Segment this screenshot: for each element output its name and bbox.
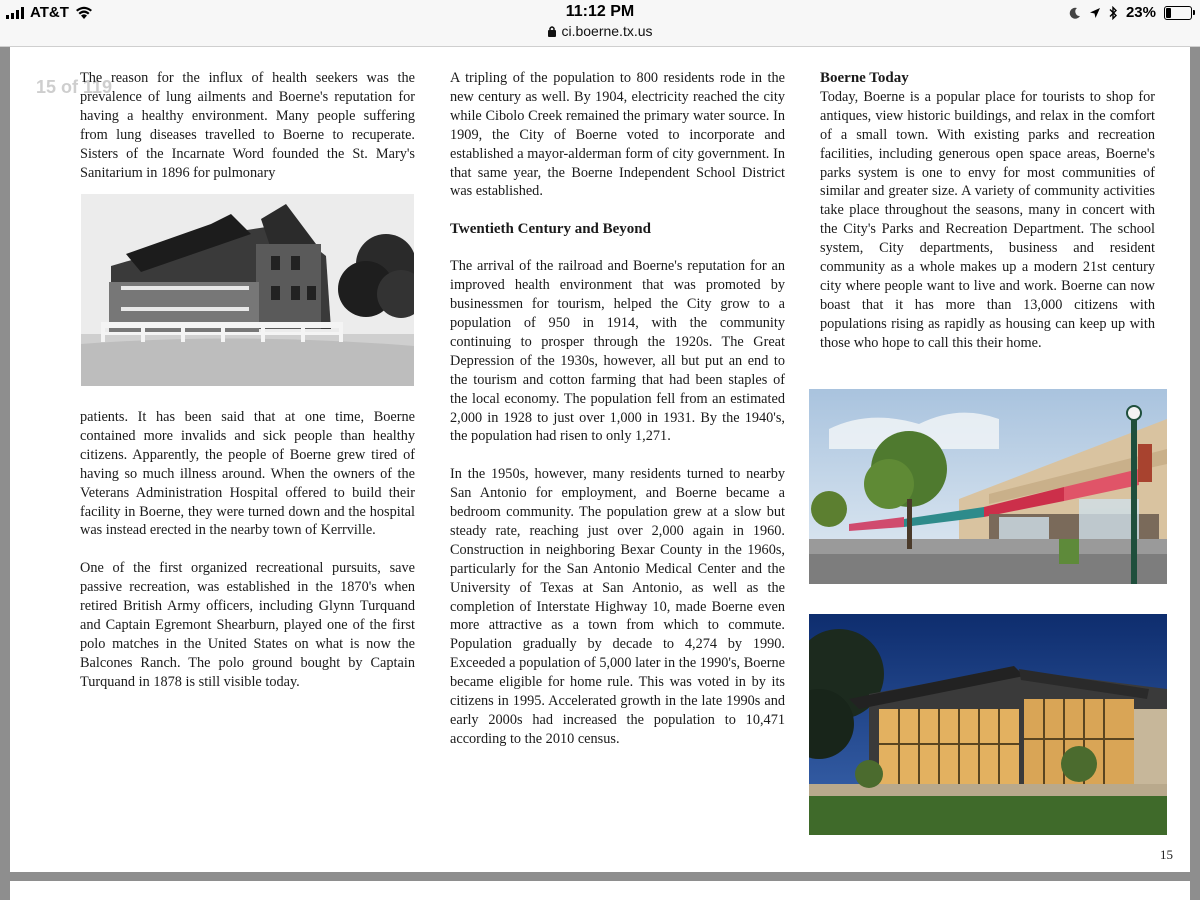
next-document-page[interactable]: [10, 881, 1190, 900]
section-heading: Twentieth Century and Beyond: [450, 221, 651, 238]
main-street-photo: [809, 389, 1167, 584]
battery-percent: 23%: [1125, 4, 1156, 21]
page-number: 15: [1160, 847, 1173, 862]
column-1-top: [80, 69, 415, 182]
paragraph: patients. It has been said that at one time, Boerne contained more invalids and sick people than healthy citizens. Apparently, the people of Boerne grew tired of having so much illness around. When the owners of the Veterans Administration Hospital offered to build their facility in Boerne, they were turned down and the hospital was instead erected in the nearby town of Kerrville.: [80, 409, 415, 539]
column-3: [820, 69, 1155, 353]
battery-level-fill: [1166, 8, 1171, 18]
page-indicator: 15 of 119: [36, 77, 113, 97]
paragraph: A tripling of the population to 800 residents rode in the new century as well. By 1904, electricity reached the city while Cibolo Creek remained the primary water source. In 1909, the City of Boerne voted to incorporate and established a mayor-alderman form of city government. In that same year, the Boerne Independent School District was established.: [450, 70, 785, 200]
paragraph: Today, Boerne is a popular place for tourists to shop for antiques, view historic buildings, and relax in the comfort of a small town. With existing parks and recreation facilities, including generous open space areas, Boerne's parks system is one to envy for most communities of similar and greater size. A variety of community activities take place throughout the seasons, many in concert with the City's Parks and Recreation Department. The school system, City departments, business and resident community as a whole makes up a modern 21st century city where people want to live and work. Boerne can now boast that it has more than 13,000 citizens with populations rising as rapidly as housing can keep up with those who hope to call this their home.: [820, 88, 1155, 351]
paragraph: The reason for the influx of health seekers was the prevalence of lung ailments and Boerne's reputation for having a healthy environment. Many people suffering from lung diseases travelled to Boerne to recuperate. Sisters of the Incarnate Word founded the St. Mary's Sanitarium in 1896 for pulmonary: [80, 70, 415, 181]
url-bar[interactable]: [0, 23, 1200, 39]
carrier-label: AT&T: [30, 4, 69, 21]
clock: 11:12 PM: [565, 3, 635, 20]
paragraph: The arrival of the railroad and Boerne's reputation for an improved health environment that was promoted by businessmen for tourism, helped the City grow to a population of 950 in 1914, with the community continuing to prosper through the 1920s. The Great Depression of the 1930s, however, all but put an end to the tourism and cotton farming that had been staples of the local economy. The population fell from an estimated 2,000 in 1928 to just over 1,000 in 1931. By the 1940's, the population had risen to only 1,271.: [450, 258, 785, 445]
lock-icon: [547, 25, 557, 37]
do-not-disturb-moon-icon: [1069, 7, 1081, 19]
section-heading: Boerne Today: [820, 70, 909, 86]
battery-icon: [1164, 6, 1192, 20]
status-bar: [0, 0, 1200, 47]
column-2: [450, 69, 785, 749]
status-right: [1069, 4, 1192, 21]
paragraph: One of the first organized recreational pursuits, save passive recreation, was established in the 1870's when retired British Army officers, including Glynn Turquand and Captain Egremont Shearburn, played one of the first polo matches in the United States on what is now the Balcones Ranch. The polo ground bought by Captain Turquand in 1878 is still visible today.: [80, 560, 415, 690]
url-text: ci.boerne.tx.us: [561, 23, 653, 39]
bluetooth-icon: [1109, 6, 1118, 20]
paragraph: In the 1950s, however, many residents turned to nearby San Antonio for employment, and Boerne became a bedroom community. The population grew at a slow but steady rate, reaching just over 2,000 again in 1960. Construction in neighboring Bexar County in the 1960s, particularly for the San Antonio Medical Center and the University of Texas at San Antonio, as well as the completion of Interstate Highway 10, made Boerne even more attractive as a town from which to commute. Population gradually by decade to 4,274 by 1990. Exceeded a population of 5,000 later in the 1990's, Boerne became eligible for home rule. This was voted in by its citizens in 1995. Accelerated growth in the late 1990s and early 2000s had increased the population to 10,471 according to the 2010 census.: [450, 466, 785, 747]
column-1-bottom: [80, 408, 415, 692]
library-building-photo: [809, 614, 1167, 835]
sanitarium-photo: [81, 194, 414, 386]
location-arrow-icon: [1089, 7, 1101, 19]
